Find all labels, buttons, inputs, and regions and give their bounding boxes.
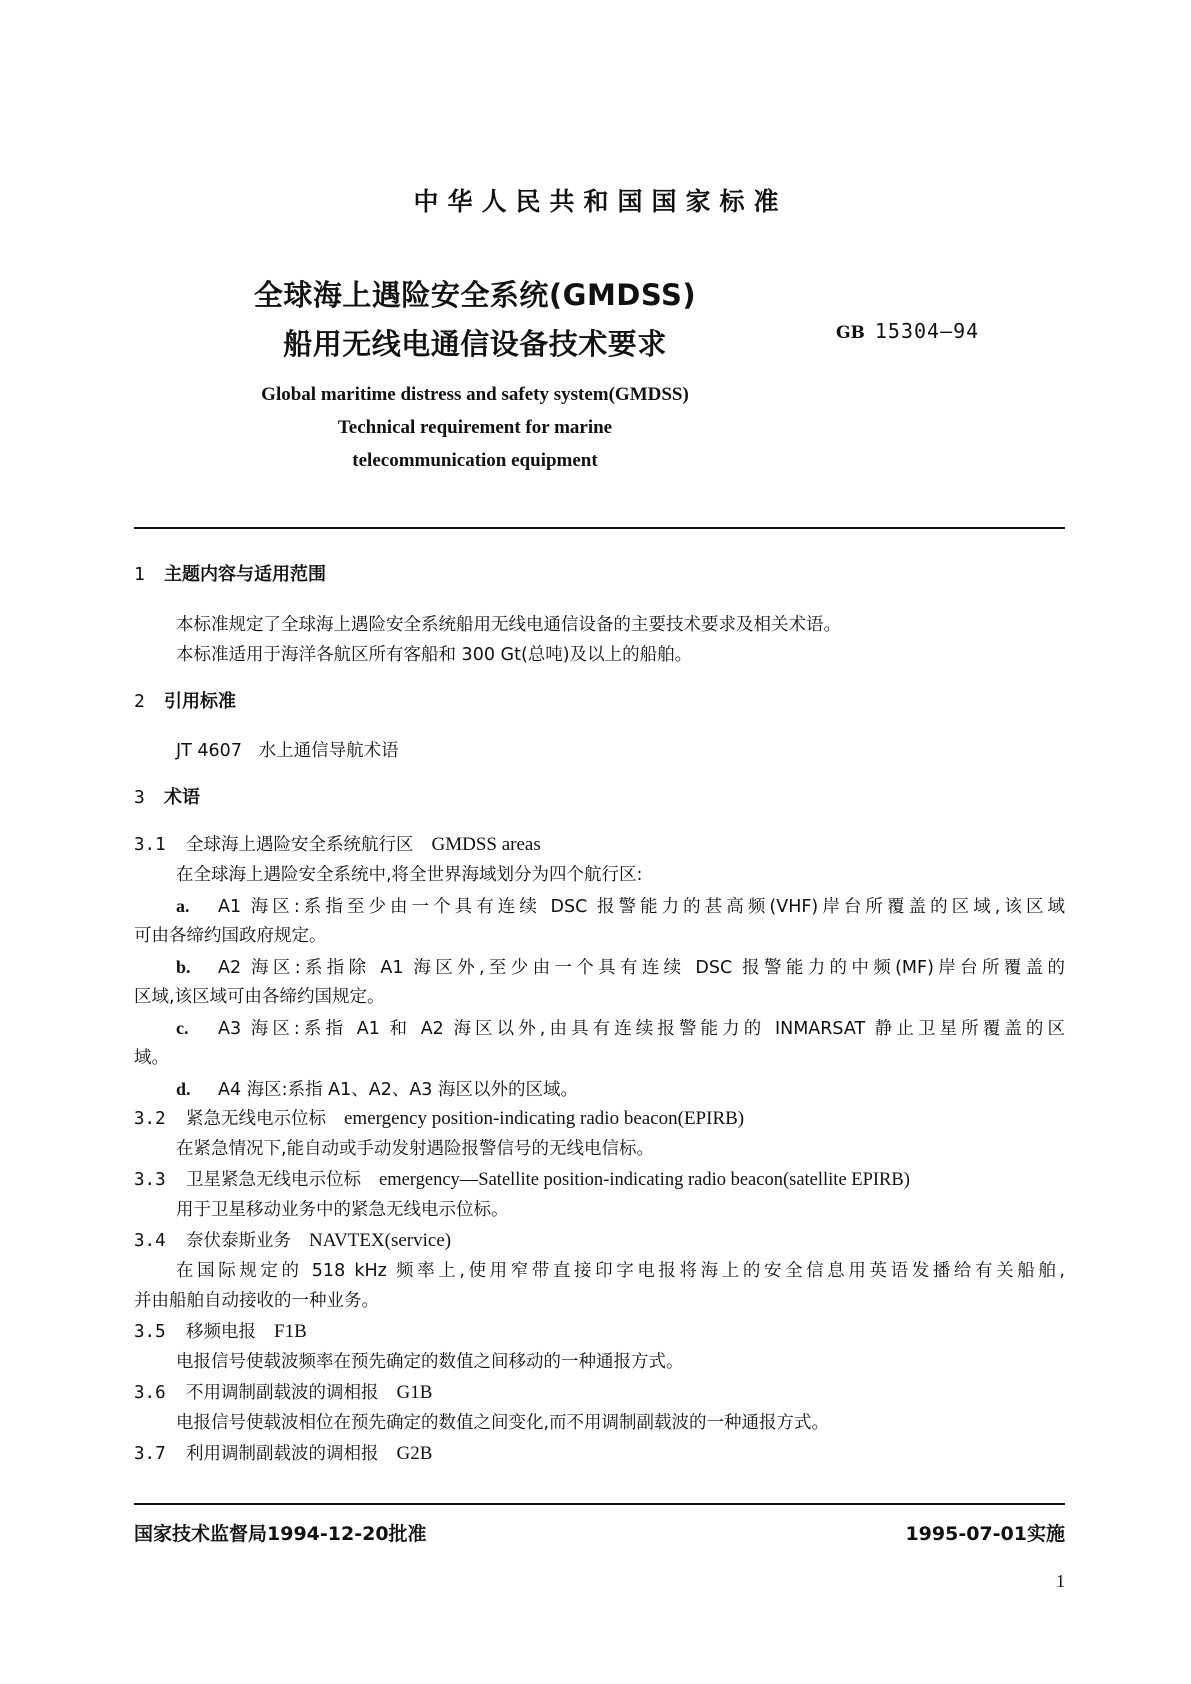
area-a-line2: 可由各缔约国政府规定。	[134, 926, 327, 946]
area-c-line2: 域。	[134, 1048, 169, 1068]
header-divider	[134, 527, 1065, 529]
item-text: A2 海区:系指除 A1 海区外,至少由一个具有连续 DSC 报警能力的中频(MF)岸台所覆盖的	[218, 958, 1065, 978]
term-en: NAVTEX(service)	[309, 1230, 452, 1251]
term-cn: 紧急无线电示位标	[186, 1109, 326, 1129]
area-b-line1	[134, 955, 1065, 980]
national-standard-heading: 中华人民共和国国家标准	[413, 187, 788, 216]
item-text: A3 海区:系指 A1 和 A2 海区以外,由具有连续报警能力的 INMARSAT 静止卫星所覆盖的区	[218, 1019, 1065, 1039]
term-cn: 奈伏泰斯业务	[186, 1231, 291, 1251]
term-number: 3.7	[134, 1444, 166, 1464]
title-en-line1: Global maritime distress and safety system(GMDSS)	[261, 384, 689, 405]
section-1-paragraph-2: 本标准适用于海洋各航区所有客船和 300 Gt(总吨)及以上的船舶。	[176, 645, 693, 665]
term-3-4-description-line1: 在国际规定的 518 kHz 频率上,使用窄带直接印字电报将海上的安全信息用英语发播给有关船舶,	[176, 1261, 1065, 1281]
term-3-7	[134, 1442, 432, 1466]
standard-code	[836, 319, 979, 343]
effective-date: 1995-07-01实施	[905, 1523, 1065, 1545]
title-en-line3: telecommunication equipment	[352, 450, 598, 471]
item-label: c.	[176, 1018, 189, 1038]
term-number: 3.5	[134, 1322, 166, 1342]
term-3-4	[134, 1229, 451, 1253]
term-3-2-description: 在紧急情况下,能自动或手动发射遇险报警信号的无线电信标。	[176, 1139, 655, 1159]
area-c-line1	[134, 1016, 1065, 1041]
term-cn: 全球海上遇险安全系统航行区	[186, 835, 414, 855]
term-3-1-description: 在全球海上遇险安全系统中,将全世界海域划分为四个航行区:	[176, 865, 643, 885]
standard-number: 15304—94	[874, 319, 980, 343]
item-label: a.	[176, 896, 190, 916]
item-label: d.	[176, 1079, 191, 1099]
item-label: b.	[176, 957, 191, 977]
section-2-reference: JT 4607 水上通信导航术语	[176, 741, 399, 761]
term-number: 3.4	[134, 1231, 166, 1251]
section-title: 引用标准	[164, 691, 236, 712]
term-3-5	[134, 1320, 307, 1344]
term-number: 3.2	[134, 1109, 166, 1129]
item-text: A4 海区:系指 A1、A2、A3 海区以外的区域。	[218, 1080, 579, 1100]
term-en: emergency position-indicating radio beacon(EPIRB)	[344, 1108, 745, 1129]
item-text: A1 海区:系指至少由一个具有连续 DSC 报警能力的甚高频(VHF)岸台所覆盖的区域,该区域	[218, 897, 1065, 917]
term-en: F1B	[274, 1321, 307, 1342]
term-cn: 卫星紧急无线电示位标	[186, 1170, 361, 1190]
title-cn-line2: 船用无线电通信设备技术要求	[283, 327, 667, 361]
term-3-4-description-line2: 并由船舶自动接收的一种业务。	[134, 1291, 379, 1311]
term-cn: 不用调制副载波的调相报	[186, 1383, 379, 1403]
term-cn: 利用调制副载波的调相报	[186, 1444, 379, 1464]
term-3-3-description: 用于卫星移动业务中的紧急无线电示位标。	[176, 1200, 509, 1220]
section-number: 1	[134, 564, 145, 585]
section-title: 术语	[164, 787, 200, 808]
term-cn: 移频电报	[186, 1322, 256, 1342]
term-3-3	[134, 1168, 910, 1192]
footer-divider	[134, 1503, 1065, 1505]
standard-prefix: GB	[836, 323, 865, 343]
term-3-6	[134, 1381, 432, 1405]
term-number: 3.3	[134, 1170, 166, 1190]
section-title: 主题内容与适用范围	[164, 564, 326, 585]
term-en: G2B	[396, 1443, 433, 1464]
area-b-line2: 区域,该区域可由各缔约国规定。	[134, 987, 385, 1007]
term-3-5-description: 电报信号使载波频率在预先确定的数值之间移动的一种通报方式。	[176, 1352, 684, 1372]
title-en-line2: Technical requirement for marine	[337, 417, 613, 438]
section-1-paragraph-1: 本标准规定了全球海上遇险安全系统船用无线电通信设备的主要技术要求及相关术语。	[176, 615, 841, 635]
page-number: 1	[1056, 1571, 1065, 1591]
section-number: 2	[134, 691, 145, 712]
approval-date: 国家技术监督局1994-12-20批准	[134, 1523, 427, 1545]
term-en: emergency—Satellite position-indicating radio beacon(satellite EPIRB)	[379, 1170, 910, 1190]
term-3-1	[134, 833, 541, 857]
term-number: 3.6	[134, 1383, 166, 1403]
title-cn-line1: 全球海上遇险安全系统(GMDSS)	[253, 278, 697, 312]
section-1-heading	[134, 563, 326, 587]
section-3-heading	[134, 786, 200, 810]
area-a-line1	[134, 894, 1065, 919]
section-number: 3	[134, 787, 145, 808]
area-d-line1	[176, 1077, 578, 1102]
term-en: GMDSS areas	[431, 834, 541, 855]
section-2-heading	[134, 690, 236, 714]
term-3-2	[134, 1107, 744, 1131]
term-number: 3.1	[134, 835, 166, 855]
term-en: G1B	[396, 1382, 433, 1403]
term-3-6-description: 电报信号使载波相位在预先确定的数值之间变化,而不用调制副载波的一种通报方式。	[176, 1413, 830, 1433]
